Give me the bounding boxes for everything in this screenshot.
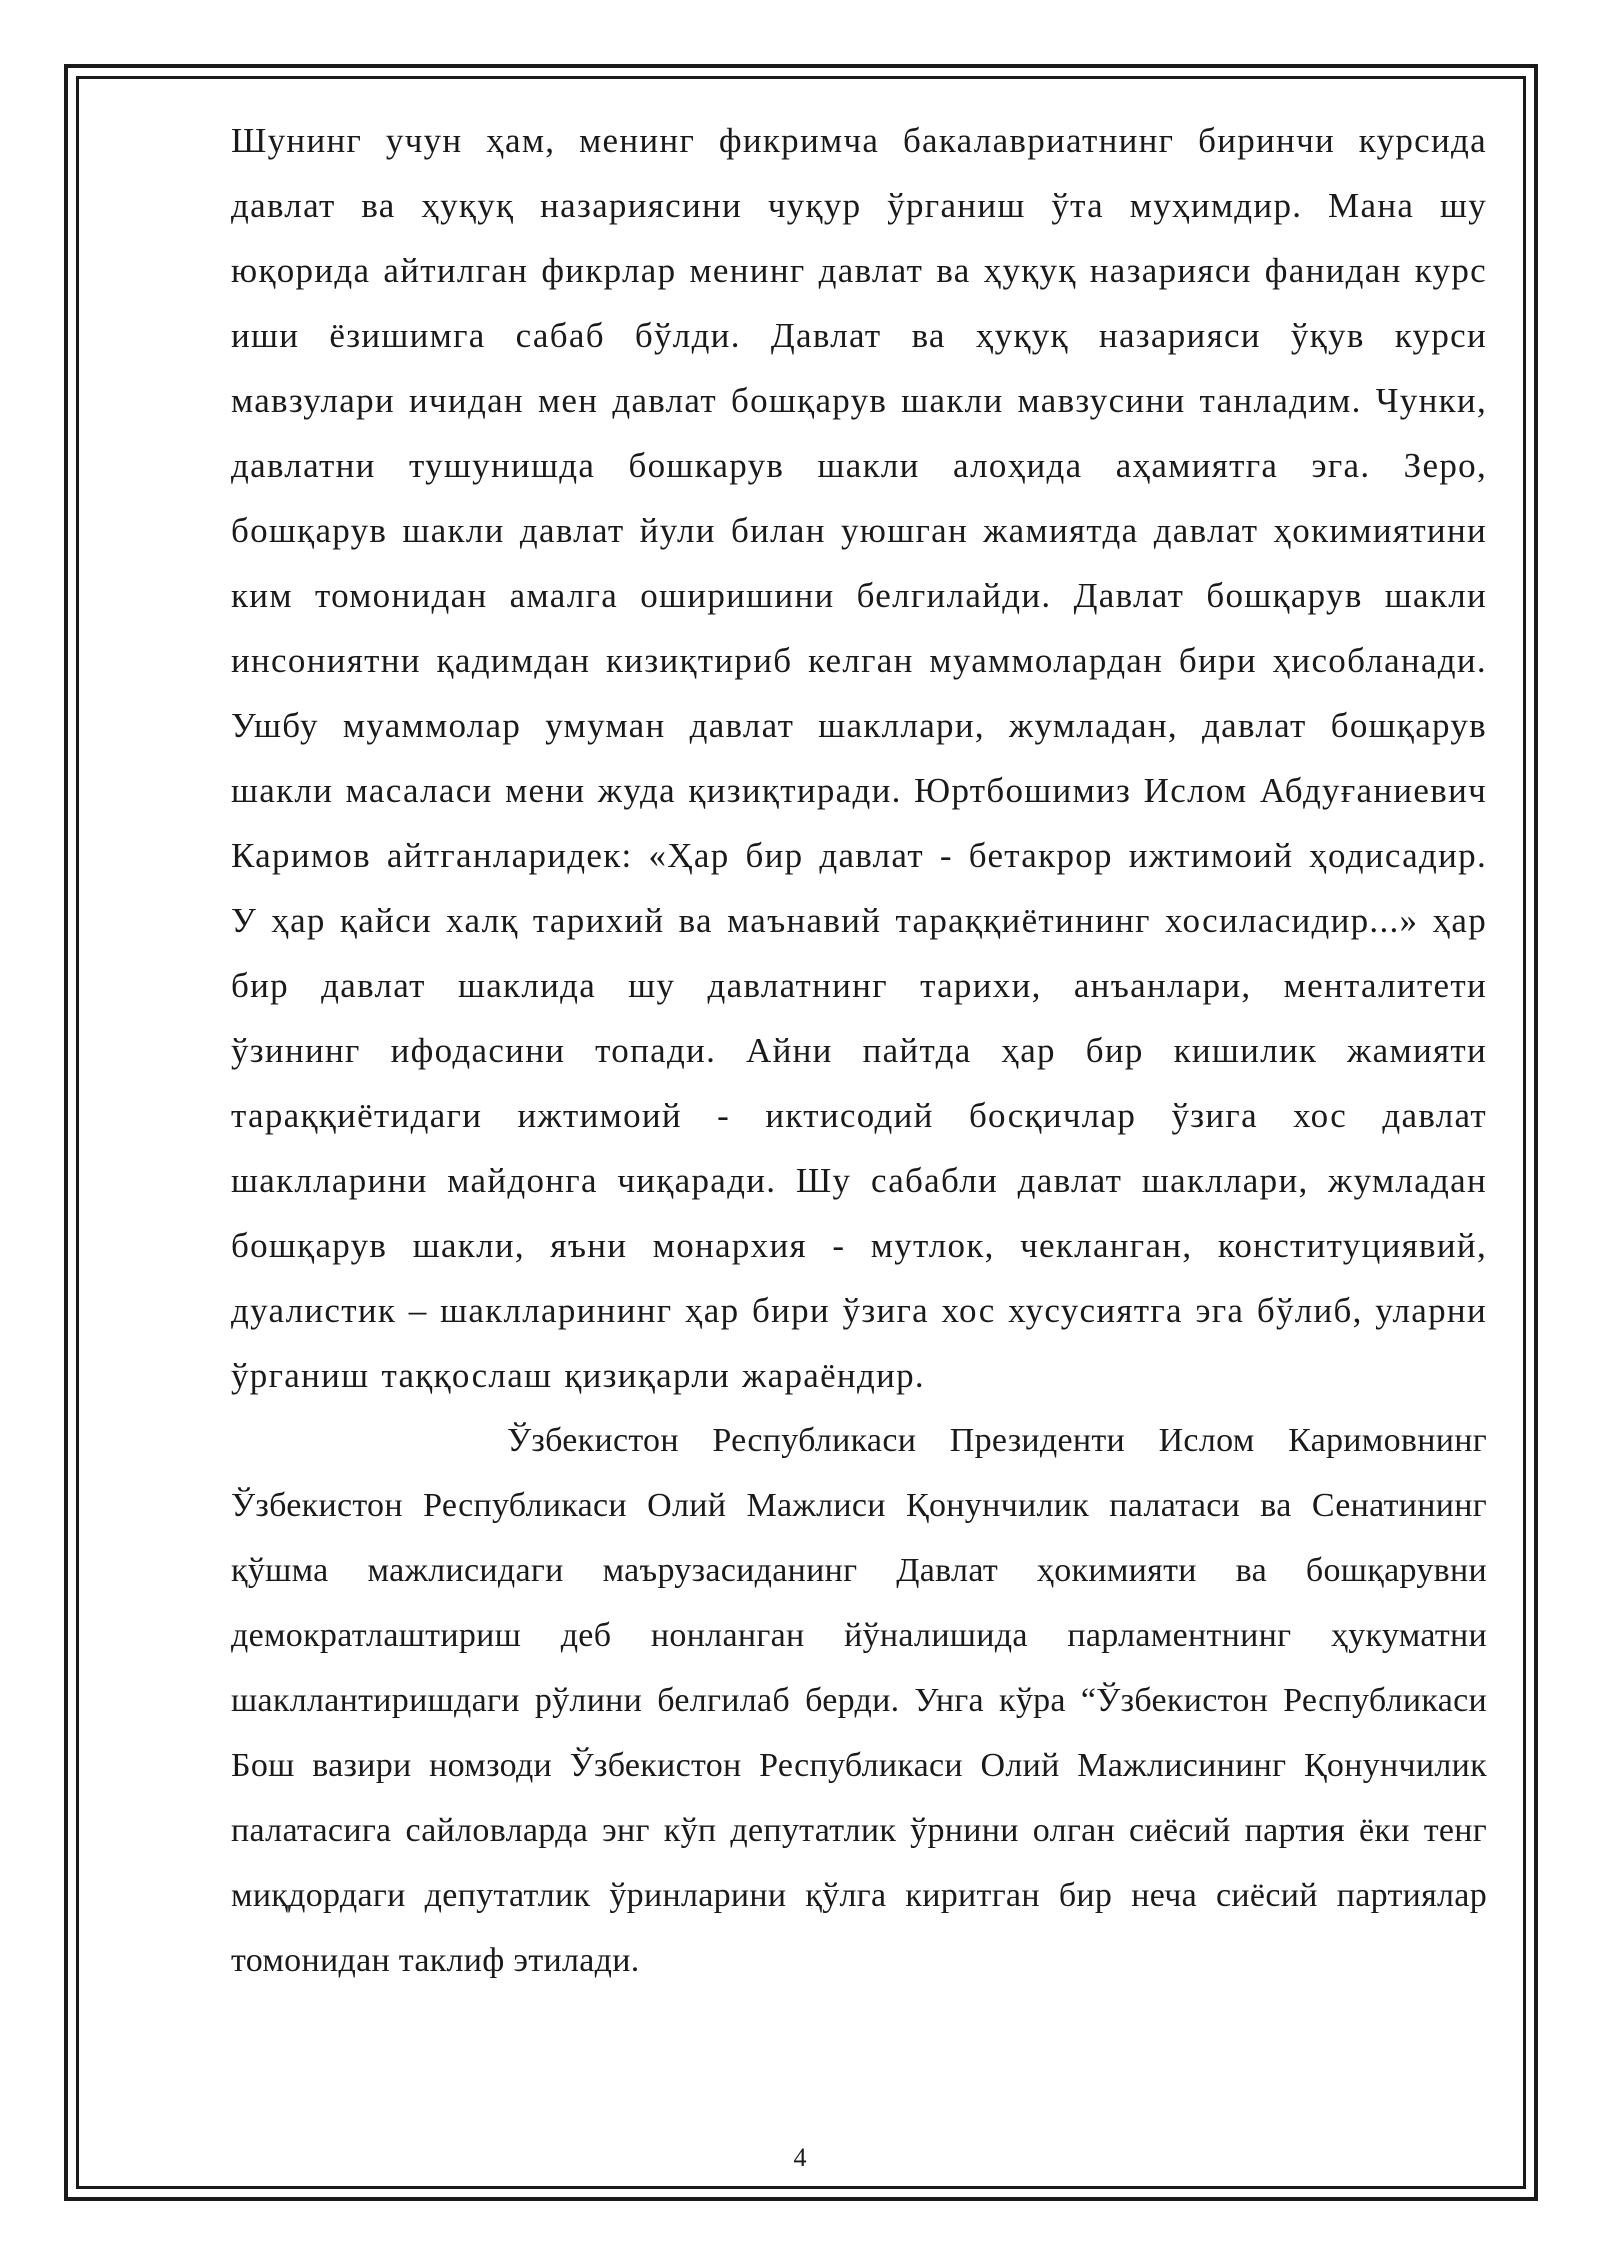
page-number: 4 — [793, 2143, 807, 2172]
page-body — [231, 108, 1487, 1993]
body-paragraph-2: Ўзбекистон Республикаси Президенти Ислом Каримовнинг Ўзбекистон Республикаси Олий Мажлиси Қонунчилик палатаси ва Сенатининг қўшма мажлисидаги маърузасиданинг Давлат ҳокимияти ва бошқарувни демократлаштириш деб нонланган йўналишида парламентнинг ҳукуматни шакллантиришдаги рўлини белгилаб берди. Унга кўра “Ўзбекистон Республикаси Бош вазири номзоди Ўзбекистон Республикаси Олий Мажлисининг Қонунчилик палатасига сайловларда энг кўп депутатлик ўрнини олган сиёсий партия ёки тенг миқдордаги депутатлик ўринларини қўлга киритган бир неча сиёсий партиялар томонидан таклиф этилади. — [231, 1422, 1487, 1979]
body-paragraph-1: Шунинг учун ҳам, менинг фикримча бакалавриатнинг биринчи курсида давлат ва ҳуқуқ назариясини чуқур ўрганиш ўта муҳимдир. Мана шу юқорида айтилган фикрлар менинг давлат ва ҳуқуқ назарияси фанидан курс иши ёзишимга сабаб бўлди. Давлат ва ҳуқуқ назарияси ўқув курси мавзулари ичидан мен давлат бошқарув шакли мавзусини танладим. Чунки, давлатни тушунишда бошкарув шакли алоҳида аҳамиятга эга. Зеро, бошқарув шакли давлат йули билан уюшган жамиятда давлат ҳокимиятини ким томонидан амалга оширишини белгилайди. Давлат бошқарув шакли инсониятни қадимдан кизиқтириб келган муаммолардан бири ҳисобланади. Ушбу муаммолар умуман давлат шакллари, жумладан, давлат бошқарув шакли масаласи мени жуда қизиқтиради. Юртбошимиз Ислом Абдуғаниевич Каримов айтганларидек: «Ҳар бир давлат - бетакрор ижтимоий ҳодисадир. У ҳар қайси халқ тарихий ва маънавий тараққиётининг хосиласидир...» ҳар бир давлат шаклида шу давлатнинг тарихи, анъанлари, менталитети ўзининг ифодасини топади. Айни пайтда ҳар бир кишилик жамияти тараққиётидаги ижтимоий - иктисодий босқичлар ўзига хос давлат шаклларини майдонга чиқаради. Шу сабабли давлат шакллари, жумладан бошқарув шакли, яъни монархия - мутлок, чекланган, конституциявий, дуалистик – шаклларининг ҳар бири ўзига хос хусусиятга эга бўлиб, уларни ўрганиш таққослаш қизиқарли жараёндир. — [231, 121, 1487, 1395]
